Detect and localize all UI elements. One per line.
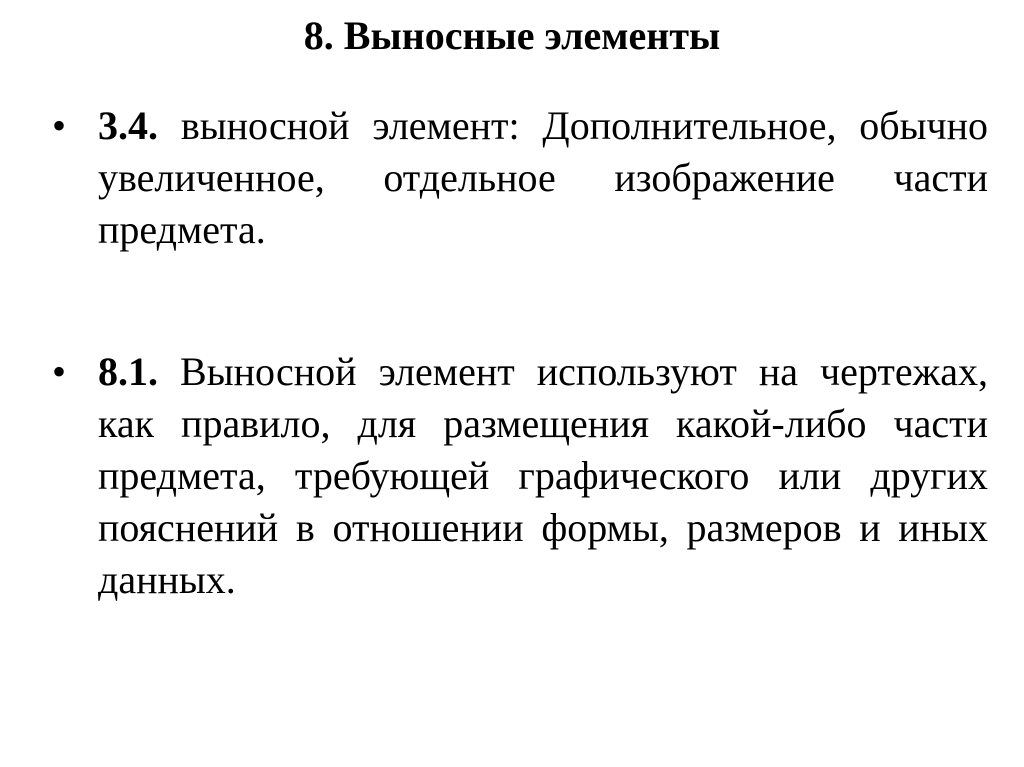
- clause-text: Выносной элемент используют на чертежах, как правило, для размещения какой-либо части предмета, требующей графического или других пояснений в отношении формы, размеров и иных данных.: [98, 349, 989, 602]
- clause-number: 3.4.: [98, 103, 158, 148]
- bullet-item-3-4: [52, 100, 988, 256]
- bullet-icon: •: [52, 103, 67, 148]
- clause-text: выносной элемент: Дополнительное, обычно увеличенное, отдельное изображение части предмета.: [98, 103, 989, 252]
- slide-title: 8. Выносные элементы: [303, 13, 721, 58]
- bullet-icon: •: [52, 349, 67, 394]
- clause-number: 8.1.: [98, 349, 158, 394]
- bullet-list: [52, 100, 988, 606]
- bullet-item-8-1: [52, 346, 988, 606]
